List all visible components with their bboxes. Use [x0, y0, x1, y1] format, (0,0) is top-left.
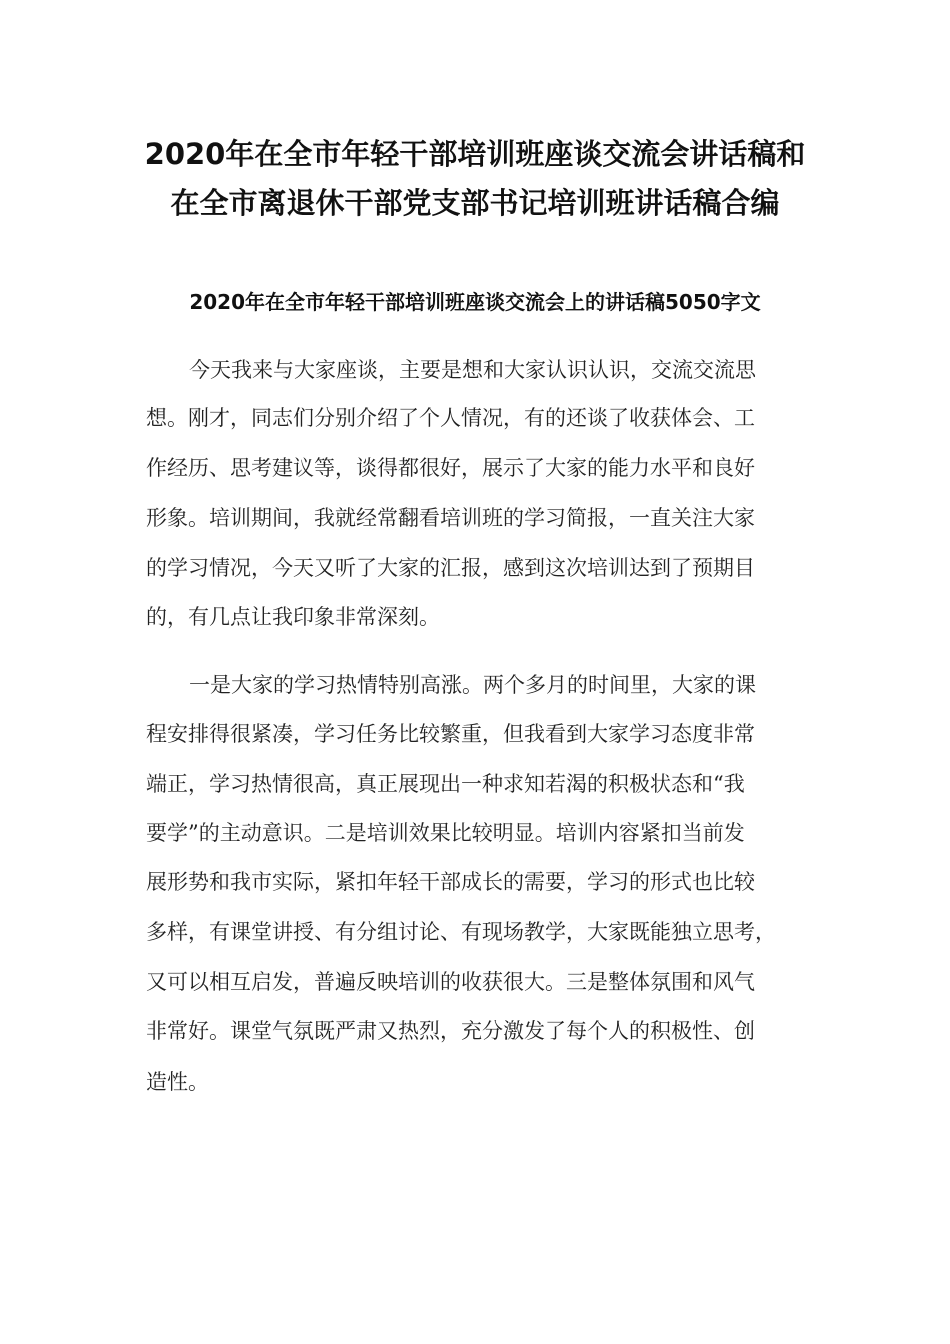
paragraph-1-line-5: 的学习情况，今天又听了大家的汇报，感到这次培训达到了预期目 — [146, 556, 755, 580]
document-title-line-2: 在全市离退休干部党支部书记培训班讲话稿合编 — [170, 186, 780, 220]
paragraph-2-line-9: 造性。 — [146, 1070, 209, 1094]
section-heading: 2020年在全市年轻干部培训班座谈交流会上的讲话稿5050字文 — [189, 290, 761, 314]
paragraph-1-line-6: 的，有几点让我印象非常深刻。 — [146, 605, 440, 629]
paragraph-2-line-5: 展形势和我市实际，紧扣年轻干部成长的需要，学习的形式也比较 — [146, 870, 755, 894]
paragraph-2-line-2: 程安排得很紧凑，学习任务比较繁重，但我看到大家学习态度非常 — [146, 722, 755, 746]
paragraph-2-line-8: 非常好。课堂气氛既严肃又热烈，充分激发了每个人的积极性、创 — [146, 1019, 755, 1043]
paragraph-2-line-1: 一是大家的学习热情特别高涨。两个多月的时间里，大家的课 — [189, 673, 756, 697]
paragraph-2-line-4: 要学”的主动意识。二是培训效果比较明显。培训内容紧扣当前发 — [146, 821, 745, 845]
paragraph-1-line-1: 今天我来与大家座谈，主要是想和大家认识认识，交流交流思 — [189, 358, 756, 382]
paragraph-1-line-2: 想。刚才，同志们分别介绍了个人情况，有的还谈了收获体会、工 — [146, 406, 755, 430]
paragraph-2-line-6: 多样，有课堂讲授、有分组讨论、有现场教学，大家既能独立思考， — [146, 920, 776, 944]
paragraph-1-line-4: 形象。培训期间，我就经常翻看培训班的学习简报，一直关注大家 — [146, 506, 755, 530]
paragraph-1-line-3: 作经历、思考建议等，谈得都很好，展示了大家的能力水平和良好 — [146, 456, 755, 480]
paragraph-2-line-7: 又可以相互启发，普遍反映培训的收获很大。三是整体氛围和风气 — [146, 970, 755, 994]
document-title-line-1: 2020年在全市年轻干部培训班座谈交流会讲话稿和 — [144, 137, 806, 171]
paragraph-2-line-3: 端正，学习热情很高，真正展现出一种求知若渴的积极状态和“我 — [146, 772, 745, 796]
